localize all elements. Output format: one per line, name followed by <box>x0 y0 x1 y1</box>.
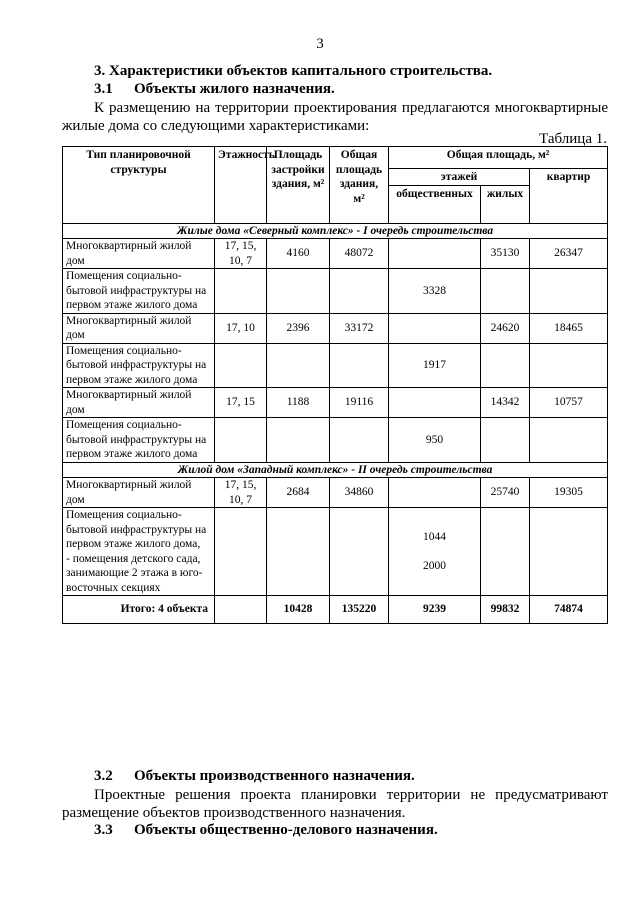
cell-floors: 17, 15, 10, 7 <box>215 239 267 269</box>
cell-type: Многоквартирный жилой дом <box>63 478 215 508</box>
cell-built: 2684 <box>267 478 330 508</box>
table-last-row-group <box>63 508 608 624</box>
cell-type: Помещения социально-бытовой инфраструктуры на первом этаже жилого дома <box>63 269 215 314</box>
cell-public: 1917 <box>389 343 481 388</box>
cell-total: 33172 <box>330 313 389 343</box>
cell-total <box>330 418 389 463</box>
total-row <box>63 596 608 624</box>
header-built-area: Площадь застройки здания, м² <box>267 147 330 224</box>
cell-total <box>330 343 389 388</box>
page-number: 3 <box>316 36 324 52</box>
cell-living: 14342 <box>481 388 530 418</box>
section-row <box>63 223 608 239</box>
cell-living <box>481 508 530 596</box>
cell-floors: 17, 10 <box>215 313 267 343</box>
header-apartments: квартир <box>530 169 608 224</box>
cell-total: 34860 <box>330 478 389 508</box>
total-apartments: 74874 <box>530 596 608 624</box>
header-total-area: Общая площадь здания, м² <box>330 147 389 224</box>
cell-type-part-b: - помещения детского сада, занимающие 2 этажа в юго-восточных секциях <box>66 552 203 594</box>
section-heading-3-3 <box>94 822 438 839</box>
section-title-1: Жилые дома «Северный комплекс» - I очередь строительства <box>63 223 608 239</box>
table-caption: Таблица 1. <box>539 131 607 147</box>
heading-number: 3.2 <box>94 768 113 784</box>
cell-built: 2396 <box>267 313 330 343</box>
cell-built <box>267 269 330 314</box>
total-label: Итого: 4 объекта <box>63 596 215 624</box>
cell-type: Помещения социально-бытовой инфраструктуры на первом этаже жилого дома <box>63 343 215 388</box>
header-living: жилых <box>481 185 530 223</box>
header-type: Тип планировочной структуры <box>63 147 215 224</box>
cell-total: 48072 <box>330 239 389 269</box>
table-row <box>63 508 608 596</box>
section-title-2: Жилой дом «Западный комплекс» - II очередь строительства <box>63 462 608 478</box>
header-floors: Этажность <box>215 147 267 224</box>
cell-apartments <box>530 343 608 388</box>
cell-living <box>481 269 530 314</box>
heading-title: Объекты жилого назначения. <box>134 81 335 97</box>
table-header-row <box>63 147 608 169</box>
cell-apartments: 19305 <box>530 478 608 508</box>
cell-public <box>389 239 481 269</box>
cell-public <box>389 313 481 343</box>
cell-living: 25740 <box>481 478 530 508</box>
table-row <box>63 418 608 463</box>
table-section-2 <box>63 462 608 508</box>
table-row <box>63 478 608 508</box>
section-heading-3-1 <box>94 81 335 98</box>
heading-title: Объекты производственного назначения. <box>134 768 415 784</box>
cell-public <box>389 508 481 596</box>
paragraph-3-2: Проектные решения проекта планировки территории не предусматривают размещение объектов производственного назначения. <box>62 787 608 821</box>
cell-floors <box>215 269 267 314</box>
table-section-1 <box>63 223 608 462</box>
cell-apartments <box>530 269 608 314</box>
cell-public-b: 2000 <box>423 559 446 572</box>
cell-type: Помещения социально-бытовой инфраструктуры на первом этаже жилого дома <box>63 418 215 463</box>
cell-type: Многоквартирный жилой дом <box>63 239 215 269</box>
cell-living: 35130 <box>481 239 530 269</box>
section-heading-3-2 <box>94 768 415 785</box>
cell-apartments: 18465 <box>530 313 608 343</box>
total-total: 135220 <box>330 596 389 624</box>
total-public: 9239 <box>389 596 481 624</box>
section-heading-3: 3. Характеристики объектов капитального строительства. <box>94 63 493 79</box>
cell-built: 1188 <box>267 388 330 418</box>
cell-living <box>481 343 530 388</box>
cell-total <box>330 269 389 314</box>
table-row <box>63 343 608 388</box>
cell-apartments: 26347 <box>530 239 608 269</box>
cell-type-part-a: Помещения социально-бытовой инфраструктуры на первом этаже жилого дома, <box>66 509 207 550</box>
heading-number: 3.1 <box>94 81 113 97</box>
cell-built <box>267 508 330 596</box>
total-living: 99832 <box>481 596 530 624</box>
cell-apartments: 10757 <box>530 388 608 418</box>
cell-apartments <box>530 418 608 463</box>
cell-built <box>267 343 330 388</box>
cell-total <box>330 508 389 596</box>
cell-floors <box>215 508 267 596</box>
table-row <box>63 313 608 343</box>
cell-type: Многоквартирный жилой дом <box>63 313 215 343</box>
heading-title: Объекты общественно-делового назначения. <box>134 822 438 838</box>
cell-public <box>389 388 481 418</box>
cell-apartments <box>530 508 608 596</box>
cell-total: 19116 <box>330 388 389 418</box>
intro-paragraph: К размещению на территории проектирования предлагаются многоквартирные жилые дома со следующими характеристиками: <box>62 100 608 134</box>
cell-type: Многоквартирный жилой дом <box>63 388 215 418</box>
cell-built: 4160 <box>267 239 330 269</box>
cell-public: 950 <box>389 418 481 463</box>
header-total-group: Общая площадь, м² <box>389 147 608 169</box>
cell-built <box>267 418 330 463</box>
cell-floors: 17, 15, 10, 7 <box>215 478 267 508</box>
table-row <box>63 388 608 418</box>
total-built: 10428 <box>267 596 330 624</box>
table-row <box>63 239 608 269</box>
header-public: общественных <box>389 185 481 223</box>
cell-living: 24620 <box>481 313 530 343</box>
cell-public: 3328 <box>389 269 481 314</box>
table-row <box>63 269 608 314</box>
cell-floors: 17, 15 <box>215 388 267 418</box>
cell-floors <box>215 418 267 463</box>
heading-number: 3.3 <box>94 822 113 838</box>
cell-public <box>389 478 481 508</box>
header-floors-sub: этажей <box>389 169 530 186</box>
cell-public-a: 1044 <box>423 531 446 543</box>
objects-table <box>62 146 608 624</box>
cell-type <box>63 508 215 596</box>
total-floors <box>215 596 267 624</box>
section-row <box>63 462 608 478</box>
cell-living <box>481 418 530 463</box>
cell-floors <box>215 343 267 388</box>
